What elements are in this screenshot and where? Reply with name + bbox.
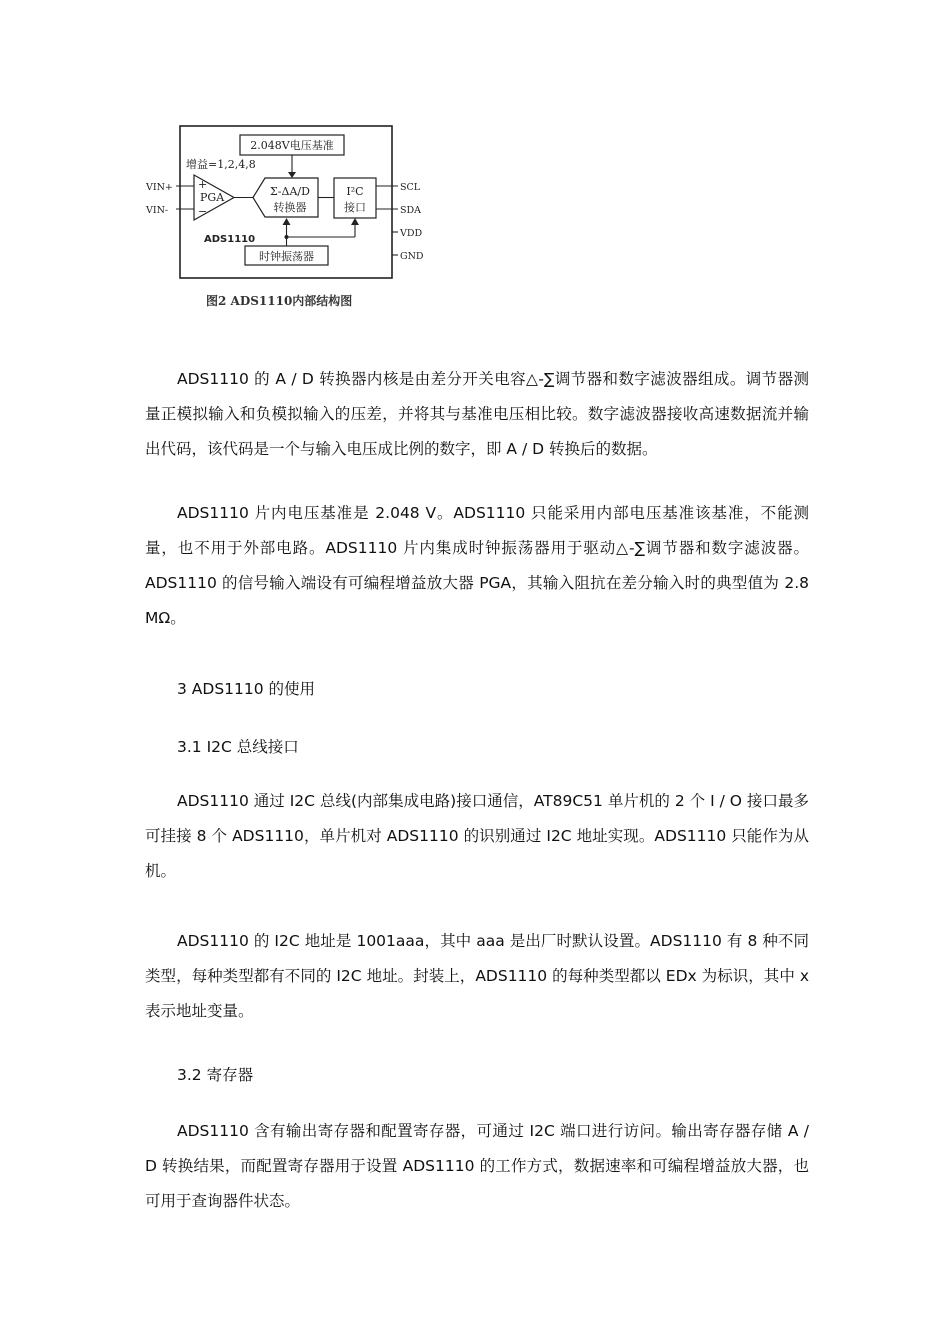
vin-plus-label: VIN+ bbox=[146, 182, 173, 193]
block-diagram-svg bbox=[140, 118, 430, 318]
figure-caption: 图2 ADS1110内部结构图 bbox=[206, 294, 353, 308]
section-heading-3: 3 ADS1110 的使用 bbox=[177, 680, 316, 698]
paragraph-adc-core: ADS1110 的 A / D 转换器内核是由差分开关电容△-∑调节器和数字滤波器组成。调节器测量正模拟输入和负模拟输入的压差，并将其与基准电压相比较。数字滤波器接收高速数据流并输出代码，该代码是一个与输入电压成比例的数字，即 A / D 转换后的数据。 bbox=[145, 370, 809, 458]
oscillator-label: 时钟振荡器 bbox=[259, 250, 314, 263]
sda-pin-label: SDA bbox=[400, 205, 421, 216]
vref-label: 2.048V电压基准 bbox=[250, 139, 334, 152]
i2c-label-line2: 接口 bbox=[344, 201, 366, 214]
gnd-pin-label: GND bbox=[400, 251, 424, 262]
section-heading-3-1: 3.1 I2C 总线接口 bbox=[177, 738, 299, 756]
pga-plus-sign: + bbox=[198, 178, 208, 191]
pga-minus-sign: − bbox=[198, 205, 208, 218]
paragraph-registers: ADS1110 含有输出寄存器和配置寄存器，可通过 I2C 端口进行访问。输出寄存器存储 A / D 转换结果，而配置寄存器用于设置 ADS1110 的工作方式，数据速率和可编程增益放大器，也可用于查询器件状态。 bbox=[145, 1122, 809, 1210]
paragraph-i2c-address: ADS1110 的 I2C 地址是 1001aaa，其中 aaa 是出厂时默认设置。ADS1110 有 8 种不同类型，每种类型都有不同的 I2C 地址。封装上，ADS1110 的每种类型都以 EDx 为标识，其中 x 表示地址变量。 bbox=[145, 932, 809, 1020]
adc-label-line2: 转换器 bbox=[273, 201, 307, 214]
ads1110-block-diagram bbox=[140, 118, 430, 318]
chip-label: ADS1110 bbox=[204, 234, 256, 245]
pga-label: PGA bbox=[200, 191, 225, 204]
scl-pin-label: SCL bbox=[400, 182, 421, 193]
paragraph-voltage-reference: ADS1110 片内电压基准是 2.048 V。ADS1110 只能采用内部电压基准该基准，不能测量，也不用于外部电路。ADS1110 片内集成时钟振荡器用于驱动△-∑调节器和数字滤波器。ADS1110 的信号输入端设有可编程增益放大器 PGA，其输入阻抗在差分输入时的典型值为 2.8 MΩ。 bbox=[145, 504, 809, 627]
vin-minus-label: VIN- bbox=[146, 205, 169, 216]
i2c-label-line1: I²C bbox=[346, 185, 364, 198]
vdd-pin-label: VDD bbox=[400, 228, 423, 239]
adc-label-line1: Σ-ΔA/D bbox=[270, 185, 310, 198]
gain-label: 增益=1,2,4,8 bbox=[186, 158, 256, 171]
paragraph-i2c-interface: ADS1110 通过 I2C 总线(内部集成电路)接口通信，AT89C51 单片机的 2 个 I / O 接口最多可挂接 8 个 ADS1110，单片机对 ADS1110 的识别通过 I2C 地址实现。ADS1110 只能作为从机。 bbox=[145, 792, 809, 880]
section-heading-3-2: 3.2 寄存器 bbox=[177, 1066, 254, 1084]
